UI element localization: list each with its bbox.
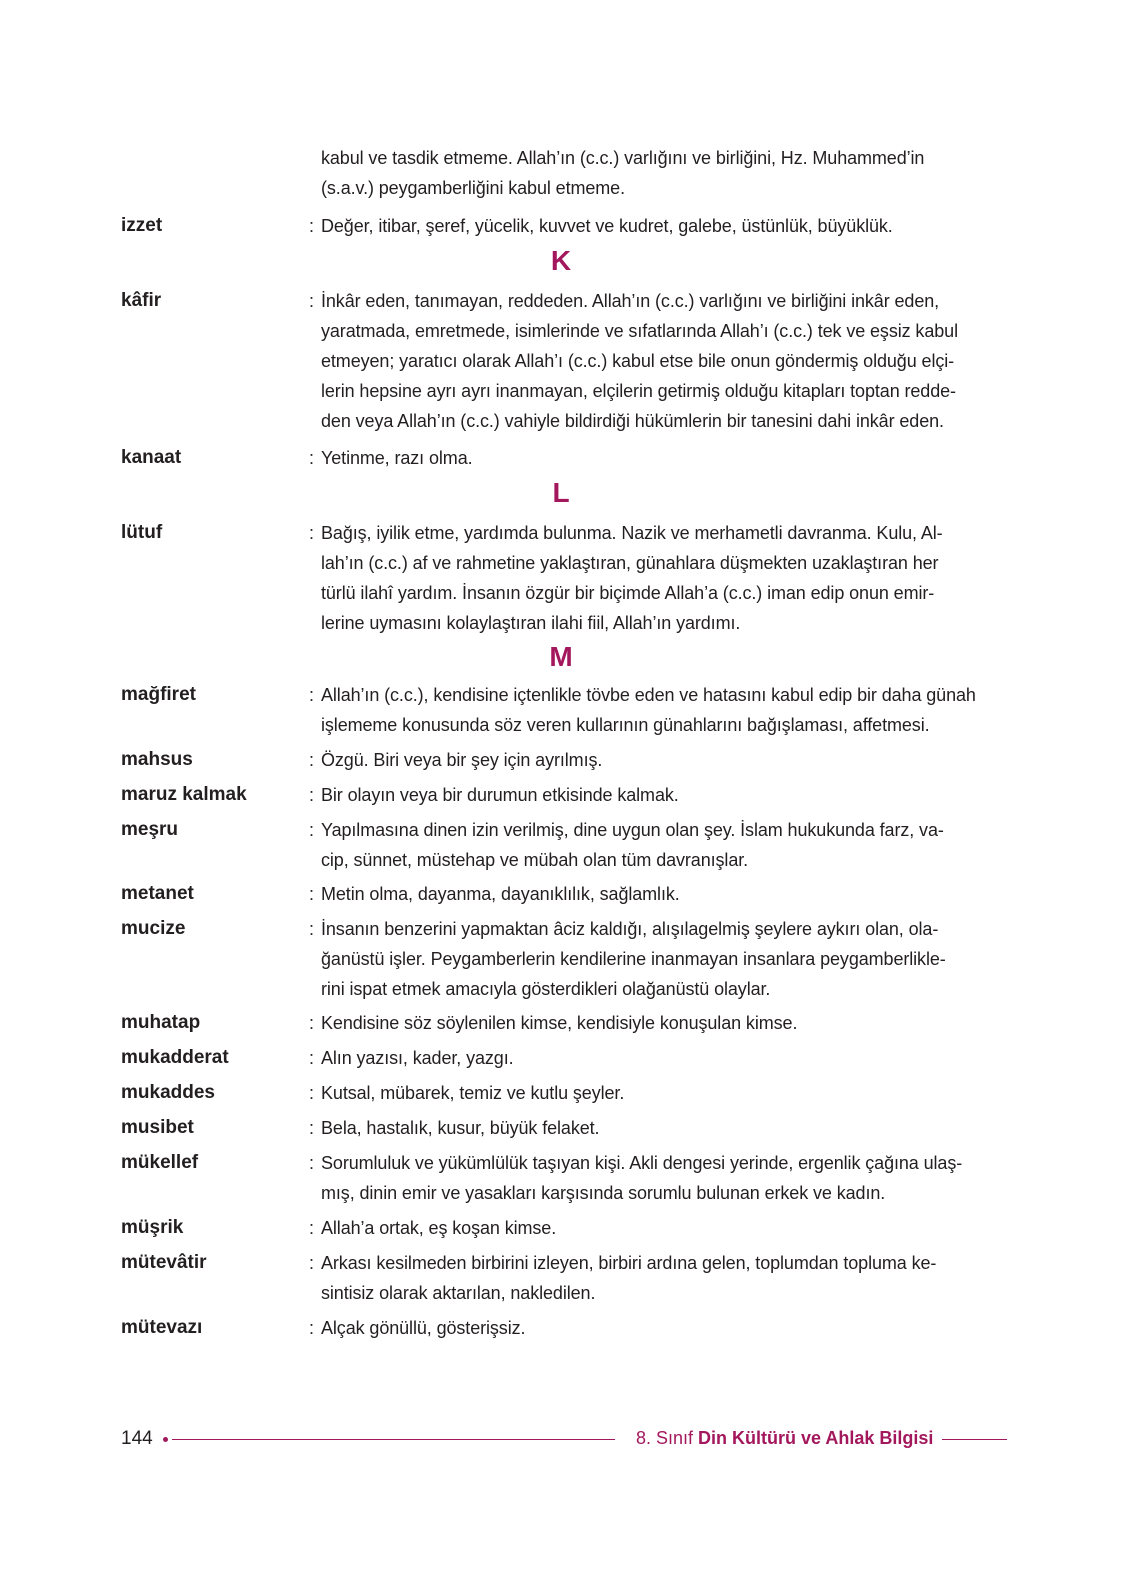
definition-line: rini ispat etmek amacıyla gösterdikleri olağanüstü olaylar.: [321, 979, 771, 999]
definition-line: Arkası kesilmeden birbirini izleyen, birbiri ardına gelen, toplumdan topluma ke-: [321, 1253, 937, 1273]
term: muhatap: [121, 1012, 201, 1033]
separator: :: [309, 1218, 315, 1238]
definition: [321, 211, 1011, 241]
definition-line: lerine uymasını kolaylaştıran ilahi fiil, Allah’ın yardımı.: [321, 613, 741, 633]
definition: [321, 1078, 1011, 1108]
term: mucize: [121, 918, 186, 939]
definition: [321, 879, 1011, 909]
footer-divider-left: [172, 1439, 615, 1440]
term: mukadderat: [121, 1047, 229, 1068]
section-letter-m: M: [549, 641, 573, 672]
definition-line: Bela, hastalık, kusur, büyük felaket.: [321, 1118, 600, 1138]
definition-line: lah’ın (c.c.) af ve rahmetine yaklaştıran, günahlara düşmekten uzaklaştıran her: [321, 553, 939, 573]
definition-line: Metin olma, dayanma, dayanıklılık, sağlamlık.: [321, 884, 680, 904]
term: lütuf: [121, 522, 163, 543]
definition: [321, 1213, 1011, 1243]
term: izzet: [121, 215, 163, 236]
term: mağfiret: [121, 684, 196, 705]
separator: :: [309, 750, 315, 770]
term: kanaat: [121, 447, 182, 468]
definition: [321, 286, 1011, 436]
bullet-dot-icon: [163, 1437, 168, 1442]
definition: [321, 1008, 1011, 1038]
definition-line: Yapılmasına dinen izin verilmiş, dine uygun olan şey. İslam hukukunda farz, va-: [321, 820, 944, 840]
definition-line: İnsanın benzerini yapmaktan âciz kaldığı, alışılagelmiş şeylere aykırı olan, ola-: [321, 919, 939, 939]
definition-line: mış, dinin emir ve yasakları karşısında sorumlu bulunan erkek ve kadın.: [321, 1183, 886, 1203]
term: mukaddes: [121, 1082, 215, 1103]
definition-line: kabul ve tasdik etmeme. Allah’ın (c.c.) varlığını ve birliğini, Hz. Muhammed’in: [321, 148, 925, 168]
definition: [321, 1248, 1011, 1308]
separator: :: [309, 820, 315, 840]
definition-line: Bağış, iyilik etme, yardımda bulunma. Nazik ve merhametli davranma. Kulu, Al-: [321, 523, 943, 543]
definition: [321, 914, 1011, 1004]
separator: :: [309, 884, 315, 904]
separator: :: [309, 785, 315, 805]
continued-definition: [321, 143, 1011, 203]
book-title: [636, 1428, 933, 1449]
separator: :: [309, 1253, 315, 1273]
term: metanet: [121, 883, 194, 904]
definition-line: den veya Allah’ın (c.c.) vahiyle bildirdiği hükümlerin bir tanesini dahi inkâr eden.: [321, 411, 944, 431]
definition-line: yaratmada, emretmede, isimlerinde ve sıfatlarında Allah’ı (c.c.) tek ve eşsiz kabul: [321, 321, 958, 341]
term: meşru: [121, 819, 179, 840]
separator: :: [309, 1048, 315, 1068]
term: mütevazı: [121, 1317, 203, 1338]
separator: :: [309, 919, 315, 939]
term: mahsus: [121, 749, 193, 770]
definition: [321, 745, 1011, 775]
definition-line: Alın yazısı, kader, yazgı.: [321, 1048, 514, 1068]
definition: [321, 518, 1011, 638]
term: müşrik: [121, 1217, 184, 1238]
section-letter-k: K: [550, 245, 572, 276]
definition-line: Alçak gönüllü, gösterişsiz.: [321, 1318, 526, 1338]
definition-line: sintisiz olarak aktarılan, nakledilen.: [321, 1283, 596, 1303]
separator: :: [309, 1318, 315, 1338]
definition-line: Allah’ın (c.c.), kendisine içtenlikle tövbe eden ve hatasını kabul edip bir daha günah: [321, 685, 976, 705]
definition: [321, 1313, 1011, 1343]
separator: :: [309, 448, 315, 468]
definition-line: türlü ilahî yardım. İnsanın özgür bir biçimde Allah’a (c.c.) iman edip onun emir-: [321, 583, 935, 603]
definition: [321, 443, 1011, 473]
term: mükellef: [121, 1152, 199, 1173]
separator: :: [309, 1013, 315, 1033]
definition-line: Kutsal, mübarek, temiz ve kutlu şeyler.: [321, 1083, 625, 1103]
separator: :: [309, 523, 315, 543]
definition-line: Yetinme, razı olma.: [321, 448, 473, 468]
definition-line: etmeyen; yaratıcı olarak Allah’ı (c.c.) kabul etse bile onun göndermiş olduğu elçi-: [321, 351, 955, 371]
definition: [321, 1113, 1011, 1143]
definition-line: İnkâr eden, tanımayan, reddeden. Allah’ın (c.c.) varlığını ve birliğini inkâr eden,: [321, 291, 940, 311]
separator: :: [309, 1118, 315, 1138]
definition: [321, 780, 1011, 810]
definition-line: Değer, itibar, şeref, yücelik, kuvvet ve kudret, galebe, üstünlük, büyüklük.: [321, 216, 893, 236]
definition: [321, 1148, 1011, 1208]
separator: :: [309, 685, 315, 705]
page-footer: [0, 1422, 1140, 1458]
section-letter-l: L: [552, 477, 570, 508]
definition-line: ğanüstü işler. Peygamberlerin kendilerine inanmayan insanlara peygamberlikle-: [321, 949, 946, 969]
page-number: 144: [121, 1428, 153, 1449]
book-grade: 8. Sınıf: [636, 1428, 699, 1448]
definition-line: Özgü. Biri veya bir şey için ayrılmış.: [321, 750, 603, 770]
term: musibet: [121, 1117, 194, 1138]
definition-line: Sorumluluk ve yükümlülük taşıyan kişi. Akli dengesi yerinde, ergenlik çağına ulaş-: [321, 1153, 963, 1173]
definition: [321, 1043, 1011, 1073]
definition-line: (s.a.v.) peygamberliğini kabul etmeme.: [321, 178, 625, 198]
definition-line: Allah’a ortak, eş koşan kimse.: [321, 1218, 557, 1238]
definition-line: lerin hepsine ayrı ayrı inanmayan, elçilerin getirmiş olduğu kitapları toptan redde-: [321, 381, 956, 401]
footer-divider-right: [942, 1439, 1007, 1440]
separator: :: [309, 216, 315, 236]
definition-line: Bir olayın veya bir durumun etkisinde kalmak.: [321, 785, 679, 805]
book-subject: Din Kültürü ve Ahlak Bilgisi: [698, 1428, 934, 1448]
term: mütevâtir: [121, 1252, 207, 1273]
term: maruz kalmak: [121, 784, 247, 805]
separator: :: [309, 1153, 315, 1173]
definition-line: cip, sünnet, müstehap ve mübah olan tüm davranışlar.: [321, 850, 749, 870]
term: kâfir: [121, 290, 162, 311]
definition: [321, 680, 1011, 740]
definition: [321, 815, 1011, 875]
definition-line: işlememe konusunda söz veren kullarının günahlarını bağışlaması, affetmesi.: [321, 715, 930, 735]
definition-line: Kendisine söz söylenilen kimse, kendisiyle konuşulan kimse.: [321, 1013, 798, 1033]
separator: :: [309, 291, 315, 311]
separator: :: [309, 1083, 315, 1103]
